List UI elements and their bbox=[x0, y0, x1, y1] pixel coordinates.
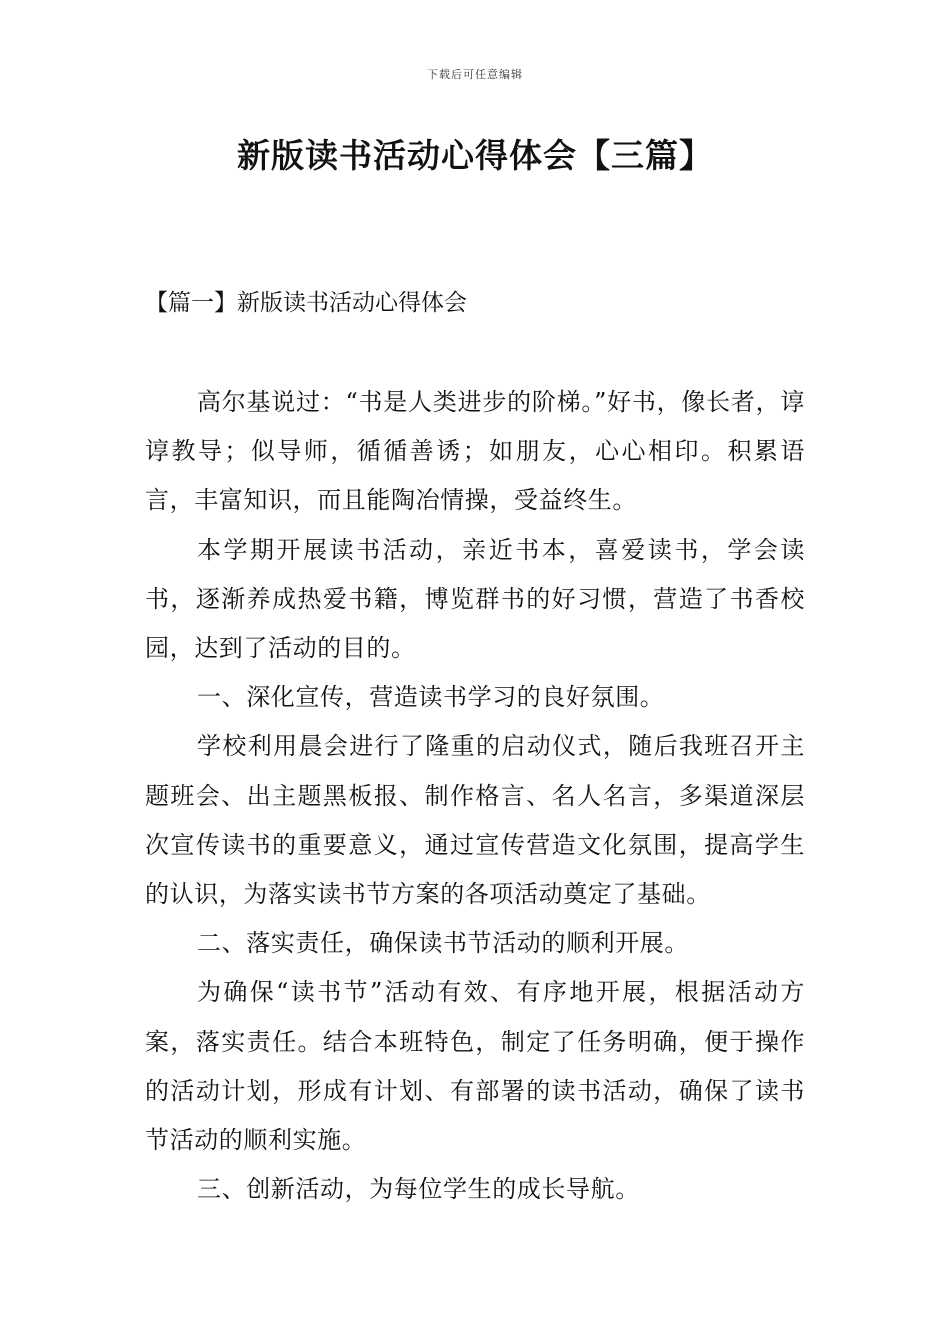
section-heading: 【篇一】新版读书活动心得体会 bbox=[145, 290, 467, 316]
paragraph: 高尔基说过：“书是人类进步的阶梯。”好书，像长者，谆谆教导；似导师，循循善诱；如朋友，心心相印。积累语言，丰富知识，而且能陶冶情操，受益终生。 bbox=[145, 388, 805, 515]
document-title: 新版读书活动心得体会【三篇】 bbox=[237, 136, 713, 175]
body-text bbox=[145, 378, 805, 1214]
paragraph: 一、深化宣传，营造读书学习的良好氛围。 bbox=[197, 683, 665, 712]
paragraph: 为确保“读书节”活动有效、有序地开展，根据活动方案，落实责任。结合本班特色，制定了任务明确，便于操作的活动计划，形成有计划、有部署的读书活动，确保了读书节活动的顺利实施。 bbox=[145, 978, 805, 1155]
paragraph: 学校利用晨会进行了隆重的启动仪式，随后我班召开主题班会、出主题黑板报、制作格言、名人名言，多渠道深层次宣传读书的重要意义，通过宣传营造文化氛围，提高学生的认识，为落实读书节方案的各项活动奠定了基础。 bbox=[145, 732, 805, 909]
paragraph: 二、落实责任，确保读书节活动的顺利开展。 bbox=[197, 929, 689, 958]
paragraph: 本学期开展读书活动，亲近书本，喜爱读书，学会读书，逐渐养成热爱书籍，博览群书的好习惯，营造了书香校园，达到了活动的目的。 bbox=[145, 535, 805, 663]
paragraph: 三、创新活动，为每位学生的成长导航。 bbox=[197, 1175, 640, 1204]
header-note: 下载后可任意编辑 bbox=[427, 68, 523, 81]
